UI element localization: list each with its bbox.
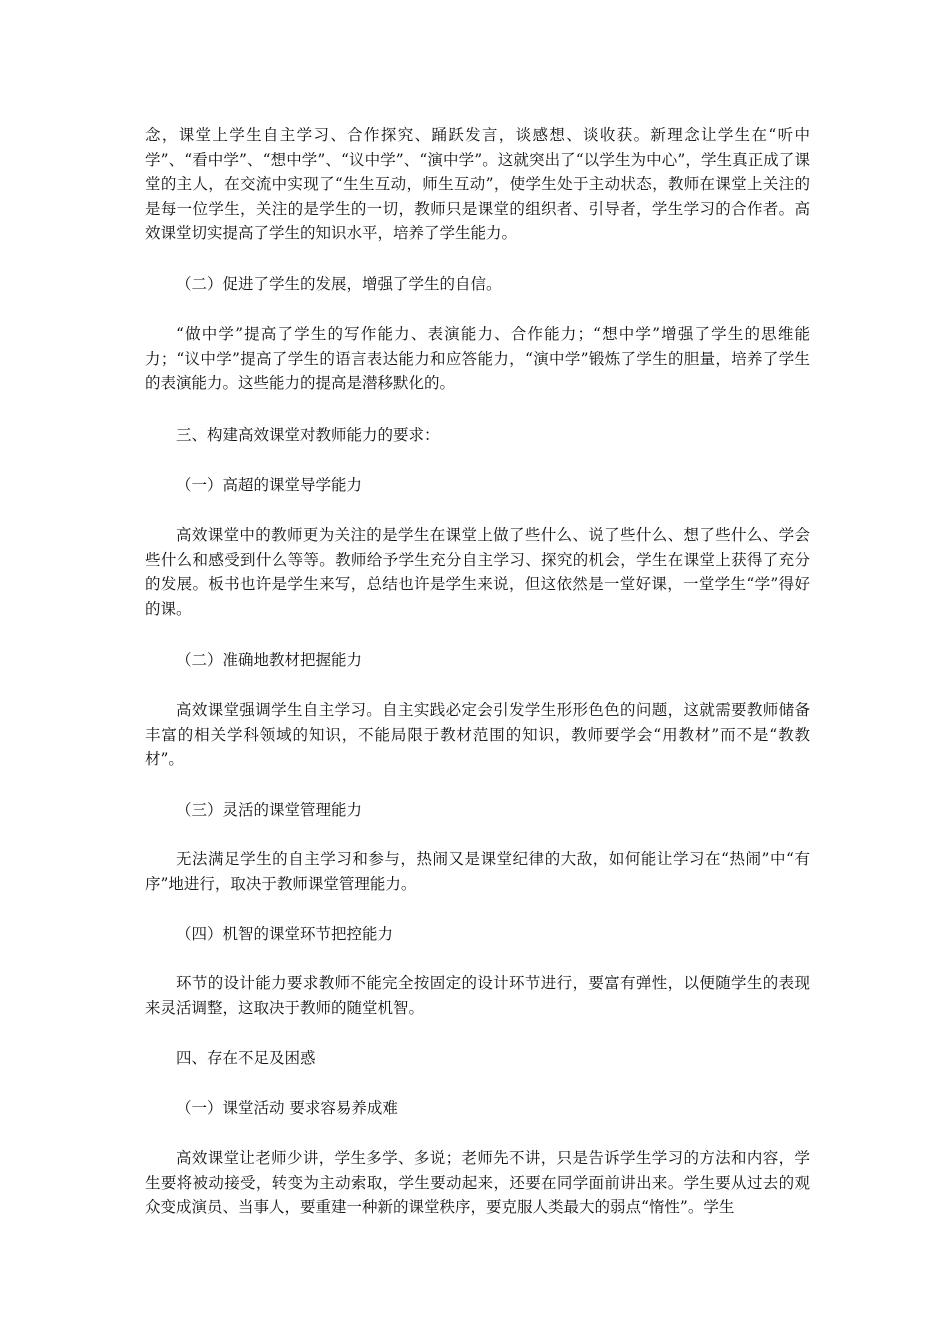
section-heading-3-teacher-requirements: 三、构建高效课堂对教师能力的要求： xyxy=(176,426,440,444)
paragraph-guidance: 高效课堂中的教师更为关注的是学生在课堂上做了些什么、说了些什么、想了些什么、学会些什么和感受到什么等等。教师给予学生充分自主学习、探究的机会，学生在课堂上获得了充分的发展。板书也许是学生来写，总结也许是学生来说，但这依然是一堂好课，一堂学生“学”得好的课。 xyxy=(145,526,810,618)
subheading-1-guidance-ability: （一）高超的课堂导学能力 xyxy=(176,476,363,494)
paragraph-textbook: 高效课堂强调学生自主学习。自主实践必定会引发学生形形色色的问题，这就需要教师储备丰富的相关学科领域的知识，不能局限于教材范围的知识，教师要学会“用教材”而不是“教教材”。 xyxy=(145,701,810,768)
paragraph-intro-continued: 念，课堂上学生自主学习、合作探究、踊跃发言，谈感想、谈收获。新理念让学生在“听中学”、“看中学”、“想中学”、“议中学”、“演中学”。这就突出了“以学生为中心”，学生真正成了课堂的主人，在交流中实现了“生生互动，师生互动”，使学生处于主动状态，教师在课堂上关注的是每一位学生，关注的是学生的一切，教师只是课堂的组织者、引导者，学生学习的合作者。高效课堂切实提高了学生的知识水平，培养了学生能力。 xyxy=(145,126,810,242)
paragraph-activities: 高效课堂让老师少讲，学生多学、多说；老师先不讲，只是告诉学生学习的方法和内容，学生要将被动接受，转变为主动索取，学生要动起来，还要在同学面前讲出来。学生要从过去的观众变成演员、当事人，要重建一种新的课堂秩序，要克服人类最大的弱点“惰性”。学生 xyxy=(145,1149,810,1216)
paragraph-abilities: “做中学”提高了学生的写作能力、表演能力、合作能力；“想中学”增强了学生的思维能力；“议中学”提高了学生的语言表达能力和应答能力，“演中学”锻炼了学生的胆量，培养了学生的表演能力。这些能力的提高是潜移默化的。 xyxy=(145,325,810,392)
subheading-2-textbook-mastery: （二）准确地教材把握能力 xyxy=(176,651,363,669)
subheading-1-classroom-activities: （一）课堂活动 要求容易养成难 xyxy=(176,1099,398,1117)
subheading-2-student-development: （二）促进了学生的发展，增强了学生的自信。 xyxy=(176,275,502,293)
subheading-3-classroom-management: （三）灵活的课堂管理能力 xyxy=(176,801,363,819)
section-heading-4-shortcomings: 四、存在不足及困惑 xyxy=(176,1049,316,1067)
paragraph-management: 无法满足学生的自主学习和参与，热闹又是课堂纪律的大敌，如何能让学习在“热闹”中“有序”地进行，取决于教师课堂管理能力。 xyxy=(145,850,810,893)
paragraph-flow-control: 环节的设计能力要求教师不能完全按固定的设计环节进行，要富有弹性，以便随学生的表现来灵活调整，这取决于教师的随堂机智。 xyxy=(145,974,810,1017)
subheading-4-flow-control: （四）机智的课堂环节把控能力 xyxy=(176,925,394,943)
